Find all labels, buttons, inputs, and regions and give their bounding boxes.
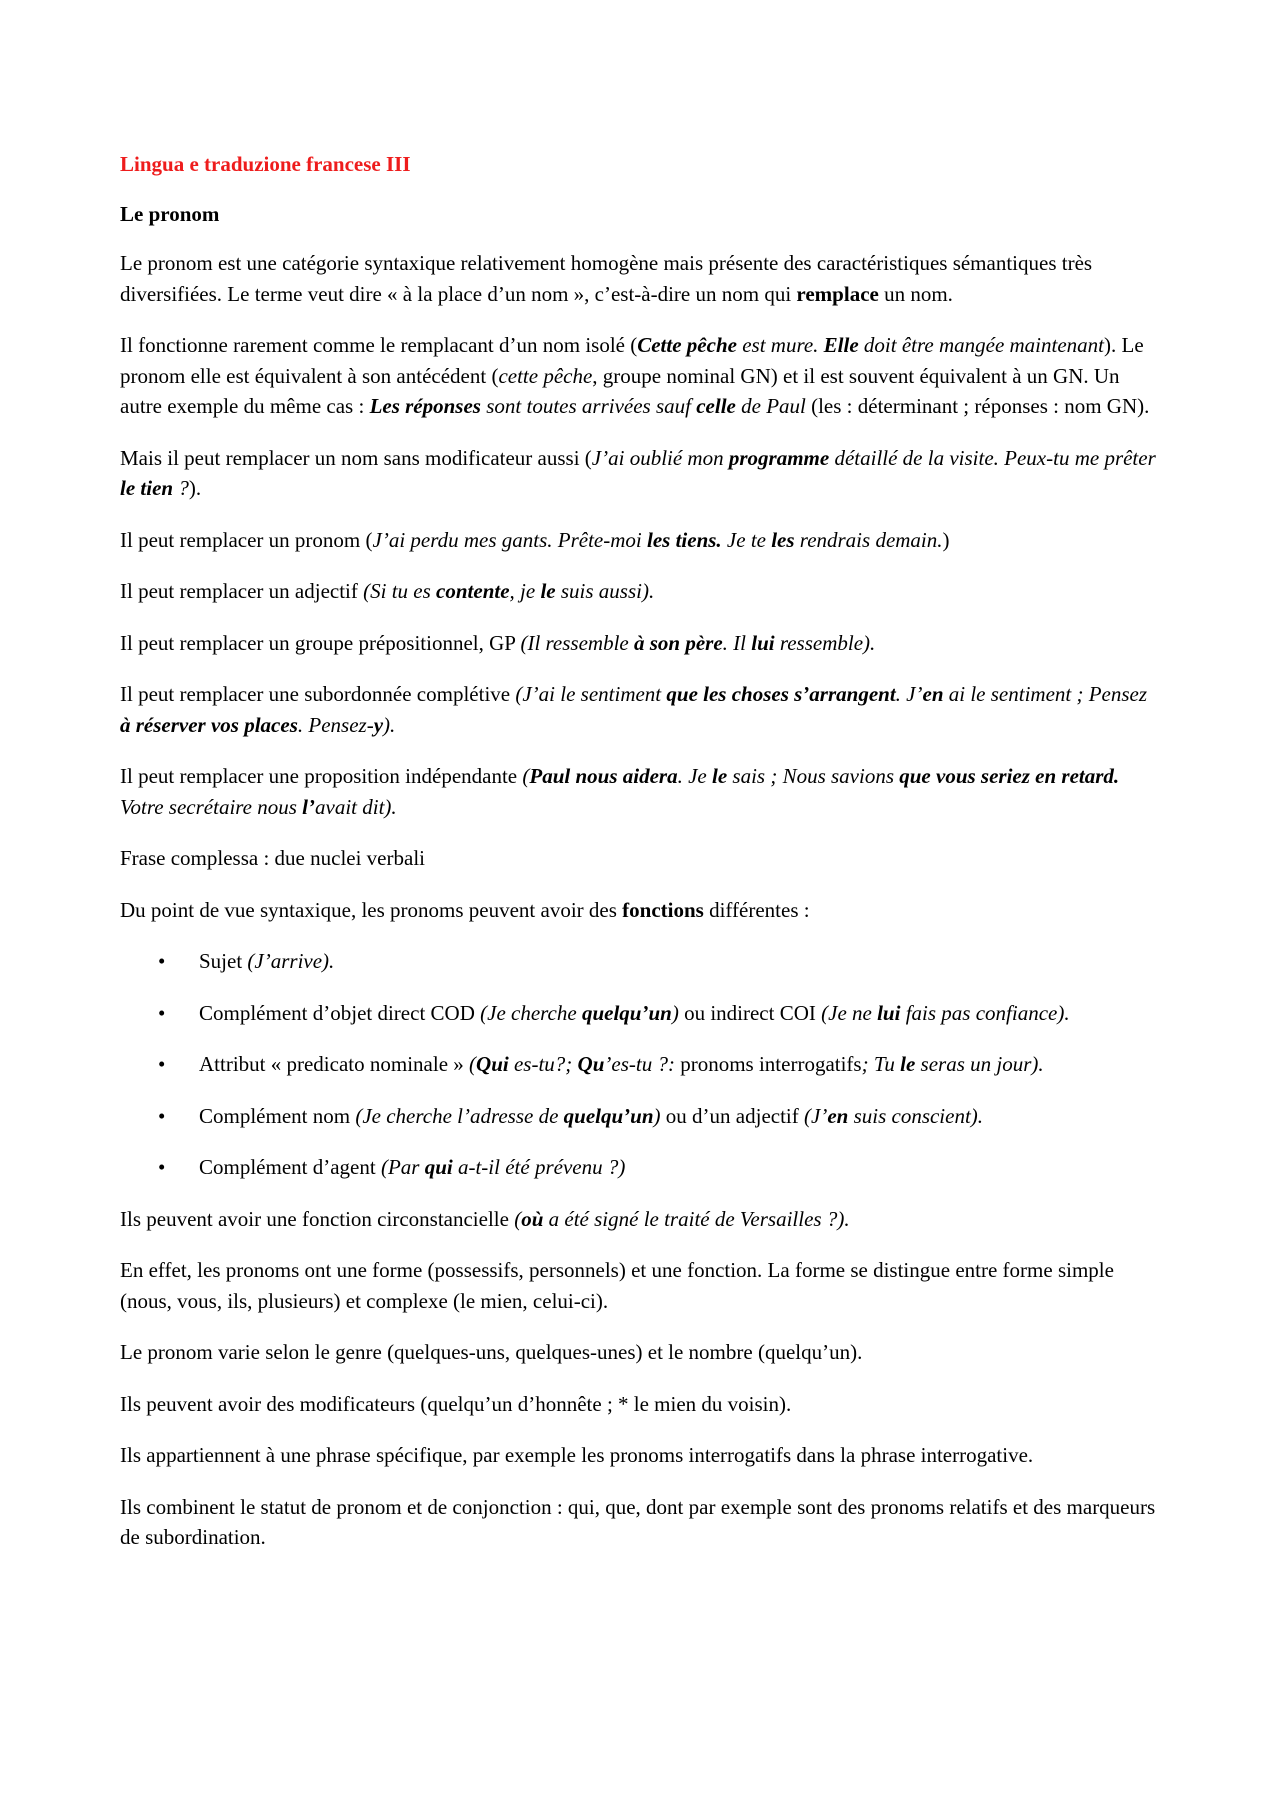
document-title: Lingua e traduzione francese III — [120, 152, 411, 176]
paragraph-definition: Le pronom est une catégorie syntaxique relativement homogène mais présente des caractéristiques sémantiques très diversifiées. Le terme veut dire « à la place d’un nom », c’est-à-dire un nom qui remplace un nom. — [120, 251, 1093, 306]
list-item-cod-coi: • Complément d’objet direct COD (Je cherche quelqu’un) ou indirect COI (Je ne lui fais pas confiance). — [120, 998, 1160, 1029]
bullet-icon: • — [158, 1103, 166, 1128]
list-item-sujet: • Sujet (J’arrive). — [120, 946, 1160, 977]
list-item-complement-nom: • Complément nom (Je cherche l’adresse de quelqu’un) ou d’un adjectif (J’en suis conscient). — [120, 1101, 1160, 1132]
paragraph-conjonction: Ils combinent le statut de pronom et de conjonction : qui, que, dont par exemple sont des pronoms relatifs et des marqueurs de subordination. — [120, 1494, 1156, 1549]
paragraph-noun-without-modifier: Mais il peut remplacer un nom sans modificateur aussi (J’ai oublié mon programme détaillé de la visite. Peux-tu me prêter le tien ?). — [120, 445, 1156, 500]
paragraph-replace-pronoun: Il peut remplacer un pronom (J’ai perdu mes gants. Prête-moi les tiens. Je te les rendrais demain.) — [120, 527, 950, 552]
section-heading: Le pronom — [120, 202, 220, 226]
paragraph-modificateurs: Ils peuvent avoir des modificateurs (quelqu’un d’honnête ; * le mien du voisin). — [120, 1391, 792, 1416]
paragraph-forme-fonction: En effet, les pronoms ont une forme (possessifs, personnels) et une fonction. La forme se distingue entre forme simple (nous, vous, ils, plusieurs) et complexe (le mien, celui-ci). — [120, 1258, 1114, 1313]
paragraph-replace-completive: Il peut remplacer une subordonnée complétive (J’ai le sentiment que les choses s’arrangent. J’en ai le sentiment ; Pensez à réserver vos places. Pensez-y). — [120, 682, 1148, 737]
paragraph-circonstancielle: Ils peuvent avoir une fonction circonstancielle (où a été signé le traité de Versailles ?). — [120, 1206, 850, 1231]
bullet-icon: • — [158, 1000, 166, 1025]
paragraph-replace-adjective: Il peut remplacer un adjectif (Si tu es contente, je le suis aussi). — [120, 579, 655, 603]
paragraph-replace-gp: Il peut remplacer un groupe prépositionnel, GP (Il ressemble à son père. Il lui ressemble). — [120, 630, 876, 655]
bullet-icon: • — [158, 1052, 166, 1076]
paragraph-frase-complessa: Frase complessa : due nuclei verbali — [120, 846, 425, 870]
functions-list — [120, 946, 1160, 1183]
paragraph-genre-nombre: Le pronom varie selon le genre (quelques-uns, quelques-unes) et le nombre (quelqu’un). — [120, 1340, 863, 1364]
paragraph-phrase-specifique: Ils appartiennent à une phrase spécifique, par exemple les pronoms interrogatifs dans la phrase interrogative. — [120, 1443, 1034, 1467]
paragraph-replace-independent: Il peut remplacer une proposition indépendante (Paul nous aidera. Je le sais ; Nous savions que vous seriez en retard. Votre secrétaire nous l’avait dit). — [120, 764, 1120, 819]
list-item-complement-agent: • Complément d’agent (Par qui a-t-il été prévenu ?) — [120, 1152, 1160, 1183]
list-item-attribut: • Attribut « predicato nominale » (Qui es-tu?; Qu’es-tu ?: pronoms interrogatifs; Tu le seras un jour). — [120, 1049, 1160, 1080]
bullet-icon: • — [158, 1155, 166, 1179]
paragraph-functions-intro: Du point de vue syntaxique, les pronoms peuvent avoir des fonctions différentes : — [120, 897, 810, 922]
paragraph-isolated-noun: Il fonctionne rarement comme le remplacant d’un nom isolé (Cette pêche est mure. Elle doit être mangée maintenant). Le pronom elle est équivalent à son antécédent (cette pêche, groupe nominal GN) et il est souvent équivalent à un GN. Un autre exemple du même cas : Les réponses sont toutes arrivées sauf celle de Paul (les : déterminant ; réponses : nom GN). — [120, 333, 1150, 418]
bullet-icon: • — [158, 949, 166, 973]
